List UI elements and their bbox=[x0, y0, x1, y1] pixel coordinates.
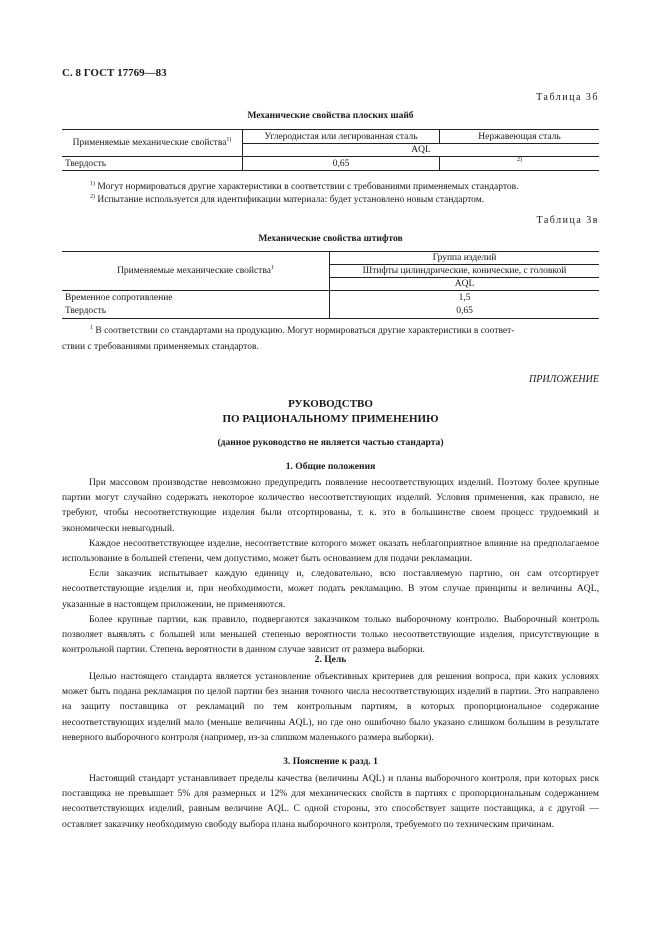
table-3v bbox=[62, 251, 599, 319]
table-3b bbox=[62, 129, 599, 171]
table-3b-aql: AQL bbox=[243, 144, 600, 157]
footnote-3v-line2: ствии с требованиями применяемых стандартов. bbox=[62, 342, 259, 352]
table-3v-label: Таблица 3в bbox=[536, 215, 599, 226]
table-3b-col2: Нержавеющая сталь bbox=[440, 130, 600, 144]
table-3b-row1-val2: 2) bbox=[440, 157, 600, 171]
appendix-title-1: РУКОВОДСТВО bbox=[288, 398, 373, 410]
footnote-3b-1: $^{1)}$ Могут нормироваться другие характеристики в соответствии с требованиями применяемых стандартов. bbox=[90, 180, 519, 192]
section-1-paragraph: При массовом производстве невозможно предупредить появление несоответствующих изделий. Поэтому более крупные партии могут случайно содержать некоторое количество несоответствующих изделий. Условия применения, как правило, не требуют, чтобы несоответствующие изделия были отсортированы, т. к. это в большинстве своем процесс трудоемкий и экономически невыгодный. bbox=[62, 477, 599, 534]
table-3b-row-header: Применяемые механические свойства$^{1)}$ bbox=[62, 130, 243, 157]
section-2-paragraph: Целью настоящего стандарта является установление объективных критериев для решения вопроса, при каких условиях может быть подана рекламация по целой партии без знания точного числа несоответствующих изделий в партии. Это направлено на защиту поставщика от рекламаций по тем контрольным партиям, в которых пропорциональное содержание несоответствующих изделий мало (меньше величины AQL), но где оно ошибочно было указано слишком большим в результате неверного выборочного контроля (например, из-за слишком маленького размера выборки). bbox=[62, 671, 599, 743]
page-header: С. 8 ГОСТ 17769—83 bbox=[62, 67, 167, 79]
table-3v-subgroup: Штифты цилиндрические, конические, с головкой bbox=[330, 265, 600, 278]
section-1-body bbox=[62, 475, 599, 657]
section-3-paragraph: Настоящий стандарт устанавливает пределы качества (величины AQL) и планы выборочного контроля, при которых риск поставщика не превышает 5% для размерных и 12% для механических свойств в партиях с пропорциональным содержанием несоответствующих изделий, равным величине AQL. С одной стороны, это способствует защите поставщика, а с другой — оставляет заказчику необходимую свободу выбора плана выборочного контроля, требуемого по техническим причинам. bbox=[62, 773, 599, 830]
section-1-paragraph: Если заказчик испытывает каждую единицу и, следовательно, всю поставляемую партию, он сам отсортирует несоответствующие изделия и, при необходимости, может подать рекламацию. В этом случае принципы и величины AQL, указанные в настоящем приложении, не применяются. bbox=[62, 568, 599, 610]
table-3v-row-header: Применяемые механические свойства$^1$ bbox=[62, 252, 330, 291]
appendix-title-2: ПО РАЦИОНАЛЬНОМУ ПРИМЕНЕНИЮ bbox=[222, 413, 439, 425]
table-3b-row1-val1: 0,65 bbox=[243, 157, 440, 171]
table-3b-row1-label: Твердость bbox=[62, 157, 243, 171]
table-3b-label: Таблица 3б bbox=[536, 92, 599, 103]
table-3v-row2-label: Твердость bbox=[62, 305, 330, 319]
footnote-3b-2: $^{2)}$ Испытание используется для идентификации материала: будет установлено новым стандартом. bbox=[90, 193, 485, 205]
section-3-heading: 3. Пояснение к разд. 1 bbox=[283, 756, 378, 767]
section-1-paragraph: Каждое несоответствующее изделие, несоответствие которого может оказать неблагоприятное влияние на предполагаемое использование в большей степени, чем допустимо, может быть основанием для подачи рекламации. bbox=[62, 537, 599, 565]
section-1-heading: 1. Общие положения bbox=[285, 461, 376, 472]
appendix-label: ПРИЛОЖЕНИЕ bbox=[529, 374, 599, 385]
table-3v-row2-value: 0,65 bbox=[330, 305, 600, 319]
table-3v-row1-label: Временное сопротивление bbox=[65, 292, 173, 303]
table-3v-title: Механические свойства штифтов bbox=[258, 234, 403, 244]
table-3v-row1-value: 1,5 bbox=[330, 291, 600, 305]
footnote-3v-line1: $^1$ В соответствии со стандартами на продукцию. Могут нормироваться другие характеристики в соответ- bbox=[90, 324, 515, 336]
table-3b-col1: Углеродистая или легированная сталь bbox=[243, 130, 440, 144]
table-3b-title: Механические свойства плоских шайб bbox=[247, 111, 414, 121]
appendix-subtitle: (данное руководство не является частью стандарта) bbox=[217, 437, 444, 448]
section-2-heading: 2. Цель bbox=[314, 654, 347, 665]
table-3v-aql: AQL bbox=[330, 278, 600, 291]
section-2-body bbox=[62, 669, 599, 745]
section-1-paragraph: Более крупные партии, как правило, подвергаются заказчиком только выборочному контролю. Выборочный контроль позволяет выявлять с большей или меньшей степенью вероятности только несоответствующие изделия, присутствующие в контрольной партии. Степень вероятности в данном случае зависит от размера выборки. bbox=[62, 613, 599, 656]
section-3-body bbox=[62, 771, 599, 832]
table-3v-group: Группа изделий bbox=[330, 252, 600, 265]
